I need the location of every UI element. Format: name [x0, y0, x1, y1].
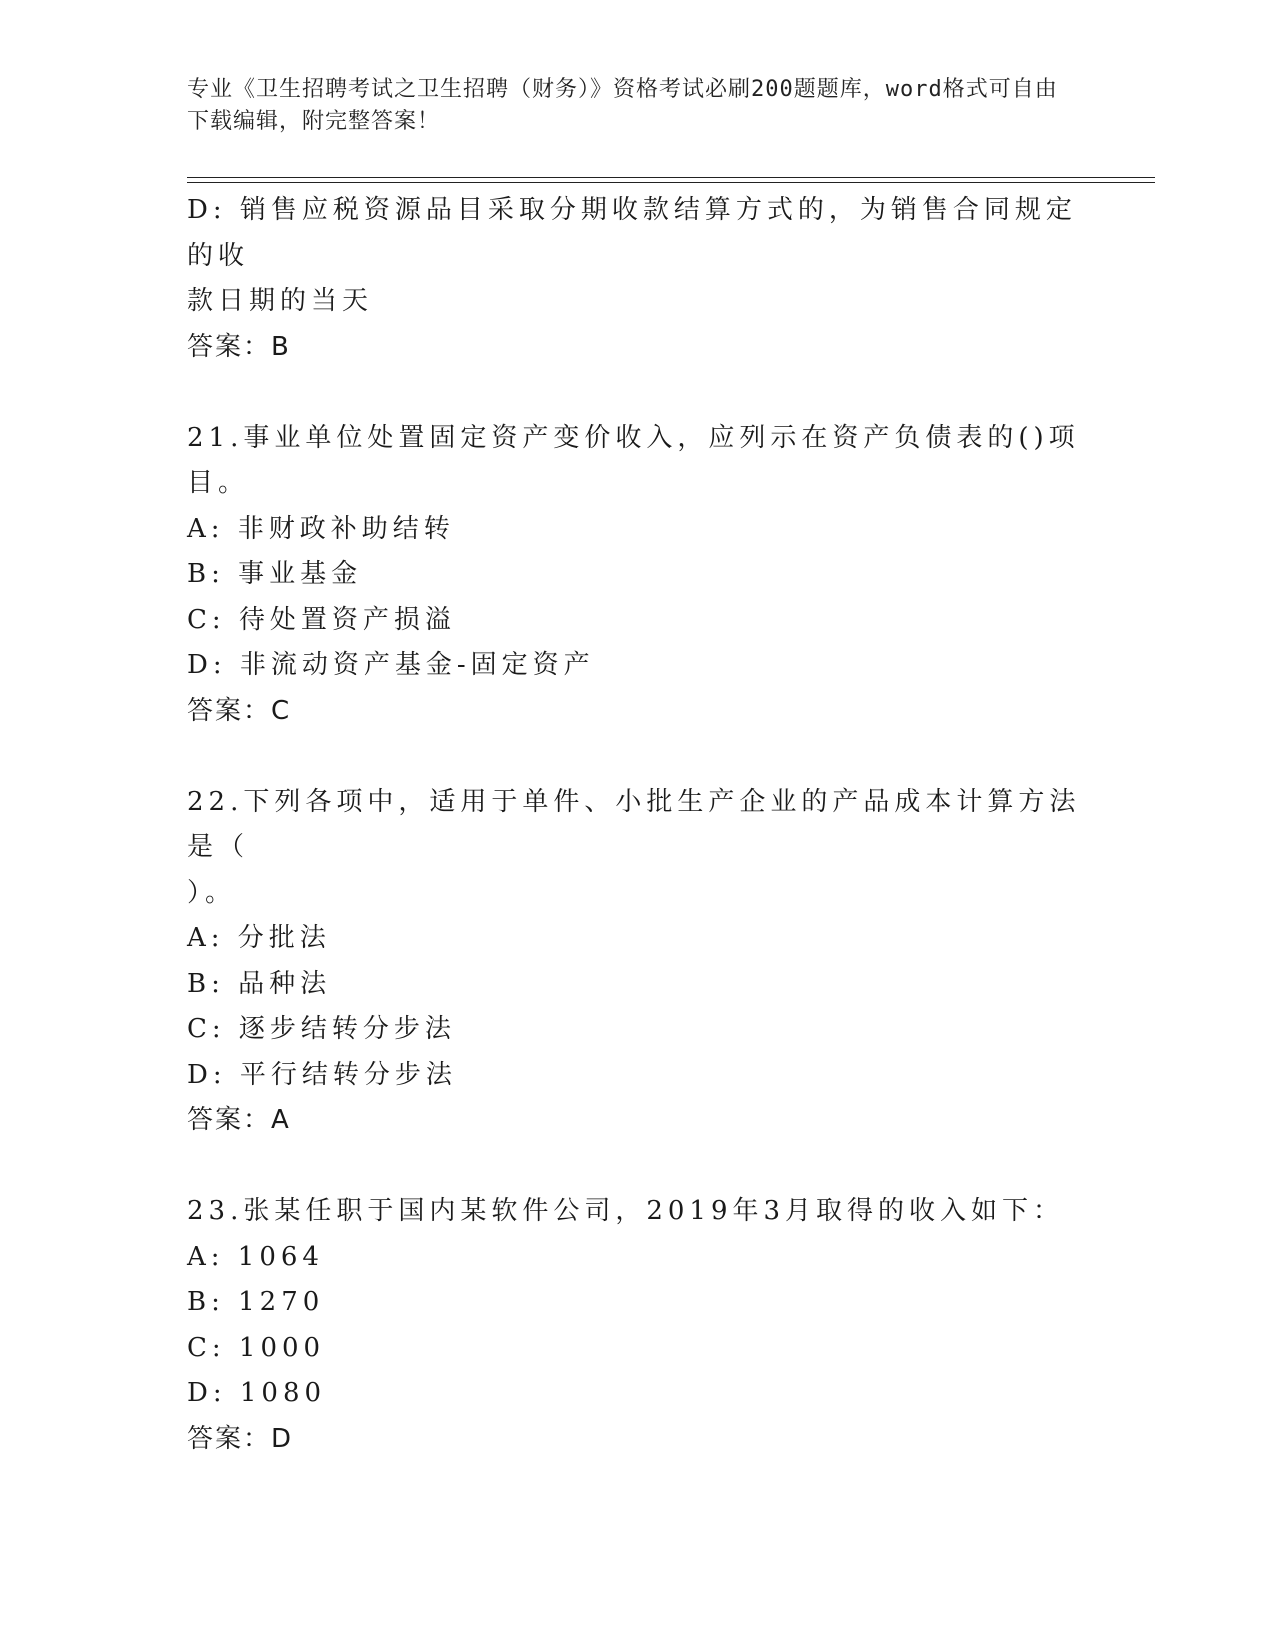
question-stem-continued: ）。 [187, 877, 237, 908]
question-21 [187, 416, 1087, 735]
option-a: A: 1064 [187, 1241, 324, 1272]
option-line: 款日期的当天 [187, 286, 374, 316]
option-c: C: 待处置资产损溢 [187, 604, 456, 635]
option-line: D: 销售应税资源品目采取分期收款结算方式的，为销售合同规定的收 [187, 195, 1077, 271]
question-stem: 22.下列各项中，适用于单件、小批生产企业的产品成本计算方法是（ [187, 786, 1081, 862]
answer-line: 答案：B [187, 331, 291, 362]
option-b: B: 品种法 [187, 968, 332, 999]
option-d: D: 非流动资产基金-固定资产 [187, 650, 595, 680]
question-22 [187, 780, 1087, 1144]
question-stem: 21.事业单位处置固定资产变价收入，应列示在资产负债表的()项目。 [187, 422, 1080, 498]
answer-line: 答案：D [187, 1423, 294, 1454]
document-header: 专业《卫生招聘考试之卫生招聘（财务）》资格考试必刷200题题库，word格式可自由下载编辑，附完整答案！ [187, 77, 1058, 134]
option-c: C: 1000 [187, 1332, 326, 1363]
option-a: A: 分批法 [187, 923, 331, 953]
option-b: B: 1270 [187, 1287, 325, 1317]
option-d: D: 1080 [187, 1378, 327, 1408]
option-d: D: 平行结转分步法 [187, 1059, 457, 1090]
option-a: A: 非财政补助结转 [187, 513, 455, 544]
question-23 [187, 1189, 1087, 1462]
option-c: C: 逐步结转分步法 [187, 1014, 456, 1044]
question-stem: 23.张某任职于国内某软件公司，2019年3月取得的收入如下： [187, 1196, 1065, 1226]
continuation-block [187, 188, 1087, 370]
answer-line: 答案：C [187, 695, 292, 726]
header-rule-top [187, 177, 1155, 178]
option-b: B: 事业基金 [187, 559, 363, 589]
answer-line: 答案：A [187, 1105, 291, 1135]
header-rule-bottom [187, 182, 1155, 183]
document-body [187, 188, 1087, 1462]
